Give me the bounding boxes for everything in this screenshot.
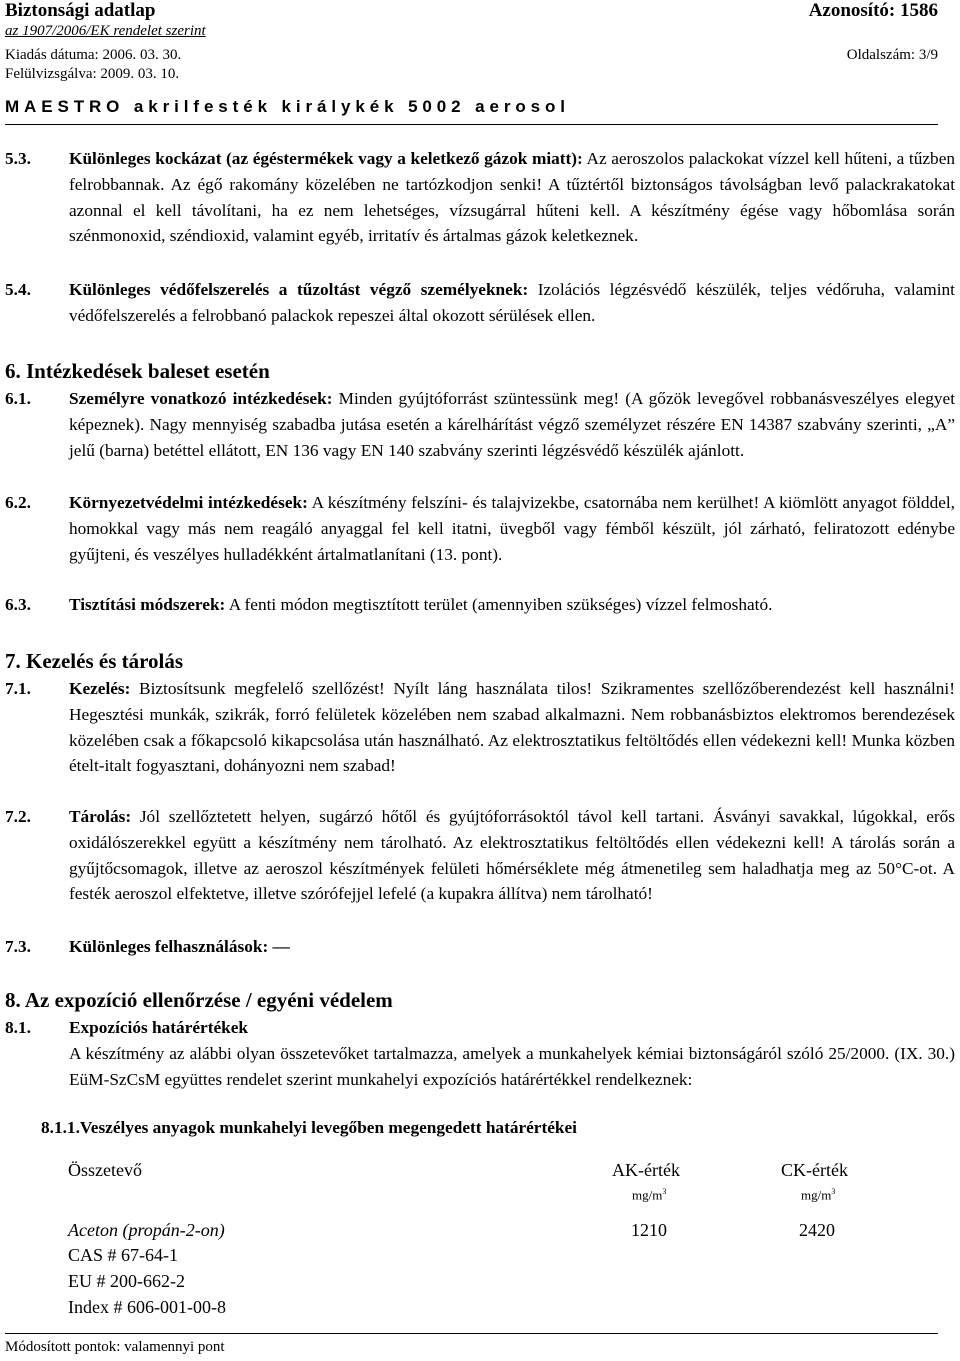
section-body xyxy=(69,1015,955,1092)
document-title: Biztonsági adatlap xyxy=(5,0,156,21)
column-header-ck: CK-érték xyxy=(781,1160,848,1180)
section-body xyxy=(69,804,955,907)
eu-number: EU # 200-662-2 xyxy=(68,1271,185,1291)
component-name: Aceton (propán-2-on) xyxy=(68,1220,225,1240)
issue-date: Kiadás dátuma: 2006. 03. 30. xyxy=(5,47,182,63)
ck-value: 2420 xyxy=(799,1220,835,1240)
section-title: Kezelés: xyxy=(69,679,131,698)
section-8-heading: 8. Az expozíció ellenőrzése / egyéni védelem xyxy=(5,988,393,1012)
section-title: Különleges felhasználások: — xyxy=(69,937,290,956)
section-number: 5.3. xyxy=(5,149,31,168)
section-text: A készítmény az alábbi olyan összetevőket tartalmazza, amelyek a munkahelyek kémiai biztonságáról szóló 25/2000. (IX. 30.) EüM-SzCsM együttes rendelet szerint munkahelyi expozíciós határértékkel rendelkeznek: xyxy=(69,1043,955,1089)
section-title: Tárolás: xyxy=(69,807,132,826)
section-title: Tisztítási módszerek: xyxy=(69,595,226,614)
document-identifier: Azonosító: 1586 xyxy=(808,0,938,21)
product-name: MAESTRO akrilfesték királykék 5002 aerosol xyxy=(5,97,570,116)
section-title: Személyre vonatkozó intézkedések: xyxy=(69,389,333,408)
section-number: 5.4. xyxy=(5,280,31,299)
section-body xyxy=(69,490,955,567)
section-8-1-1-title: 8.1.1.Veszélyes anyagok munkahelyi levegőben megengedett határértékei xyxy=(41,1118,577,1137)
section-number: 8.1. xyxy=(5,1018,31,1037)
section-5-3 xyxy=(5,146,955,249)
ak-value: 1210 xyxy=(631,1220,667,1240)
section-number: 7.3. xyxy=(5,937,31,956)
section-text: Jól szellőztetett helyen, sugárzó hőtől és gyújtóforrásoktól távol kell tartani. Ásványi savakkal, lúgokkal, erős oxidálószerekkel együtt a készítmény nem tárolható. Az elektrosztatikus feltöltődés ellen védekezni kell! A tárolás során a gyűjtőcsomagok, illetve az aeroszol készítmények felületi hőmérséklete még átmenetileg sem haladhatja meg az 50°C-ot. A festék aeroszol elfektetve, illetve szórófejjel lefelé (a kupakra állítva) nem tárolható! xyxy=(69,807,955,904)
regulation-reference: az 1907/2006/EK rendelet szerint xyxy=(5,23,206,39)
section-7-heading: 7. Kezelés és tárolás xyxy=(5,649,184,673)
section-title: Környezetvédelmi intézkedések: xyxy=(69,493,308,512)
unit-ck: $mg/m^3$ xyxy=(801,1187,836,1203)
section-6-3 xyxy=(5,592,955,618)
footer-divider xyxy=(5,1333,938,1334)
section-7-1 xyxy=(5,676,955,779)
section-8-1 xyxy=(5,1015,955,1092)
section-title: Expozíciós határértékek xyxy=(69,1018,249,1037)
section-6-2 xyxy=(5,490,955,567)
section-number: 6.1. xyxy=(5,389,31,408)
section-5-4 xyxy=(5,277,955,329)
section-6-1 xyxy=(5,386,955,463)
section-title: Különleges kockázat (az égéstermékek vagy a keletkező gázok miatt): xyxy=(69,149,583,168)
header-divider xyxy=(5,124,938,125)
page-number: Oldalszám: 3/9 xyxy=(846,47,938,63)
section-number: 6.3. xyxy=(5,595,31,614)
section-body xyxy=(69,386,955,463)
section-text: Minden gyújtóforrást szüntessünk meg! (A gőzök levegővel robbanásveszélyes elegyet képeznek). Nagy mennyiség szabadba jutása esetén a kárelhárítást végző személyzet részére EN 14387 szabvány szerinti, „A” jelű (barna) betéttel ellátott, EN 136 vagy EN 140 szabvány szerinti légzésvédő készülék ajánlott. xyxy=(69,389,956,460)
section-body xyxy=(69,146,955,249)
section-text: A fenti módon megtisztított terület (amennyiben szükséges) vízzel felmosható. xyxy=(225,595,773,614)
section-6-heading: 6. Intézkedések baleset esetén xyxy=(5,359,270,383)
cas-number: CAS # 67-64-1 xyxy=(68,1245,179,1265)
column-header-ak: AK-érték xyxy=(612,1160,680,1180)
unit-ak: $mg/m^3$ xyxy=(632,1187,667,1203)
section-title: Különleges védőfelszerelés a tűzoltást végző személyeknek: xyxy=(69,280,529,299)
section-number: 7.2. xyxy=(5,807,31,826)
section-body xyxy=(69,277,955,329)
column-header-component: Összetevő xyxy=(68,1160,142,1180)
footer-note: Módosított pontok: valamennyi pont xyxy=(5,1339,225,1355)
section-text: Izolációs légzésvédő készülék, teljes védőruha, valamint védőfelszerelés a felrobbanó palackok repeszei által okozott sérülések ellen. xyxy=(69,280,955,325)
section-body xyxy=(69,934,955,960)
section-7-2 xyxy=(5,804,955,907)
section-number: 7.1. xyxy=(5,679,31,698)
section-text: A készítmény felszíni- és talajvizekbe, csatornába nem kerülhet! A kiömlött anyagot földdel, homokkal vagy más nem reagáló anyaggal fel kell itatni, üvegből vagy fémből készült, jól zárható, feliratozott edénybe gyűjteni, és veszélyes hulladékként ártalmatlanítani (13. pont). xyxy=(69,493,955,564)
section-text: Az aeroszolos palackokat vízzel kell hűteni, a tűzben felrobbannak. Az égő rakomány közelében ne tartózkodjon senki! A tűztértől biztonságos távolságban levő palackrakatokat azonnal el kell távolítani, ha ez nem lehetséges, vízsugárral hűteni kell. A készítmény égése vagy hőbomlása során szénmonoxid, széndioxid, valamint egyéb, irritatív és ártalmas gázok keletkeznek. xyxy=(69,149,955,246)
section-body xyxy=(69,676,955,779)
section-number: 6.2. xyxy=(5,493,31,512)
section-text: Biztosítsunk megfelelő szellőzést! Nyílt láng használata tilos! Szikramentes szellőzőberendezést kell használni! Hegesztési munkák, szikrák, forró felületek közelében nem szabad alkalmazni. Nem robbanásbiztos elektromos berendezések közelében csak a főkapcsoló kikapcsolása után használható. Az elektrosztatikus feltöltődés ellen védekezni kell! Munka közben ételt-italt fogyasztani, dohányozni nem szabad! xyxy=(69,679,955,776)
index-number: Index # 606-001-00-8 xyxy=(68,1297,226,1317)
revision-date: Felülvizsgálva: 2009. 03. 10. xyxy=(5,66,180,82)
section-7-3 xyxy=(5,934,955,960)
section-body xyxy=(69,592,955,618)
